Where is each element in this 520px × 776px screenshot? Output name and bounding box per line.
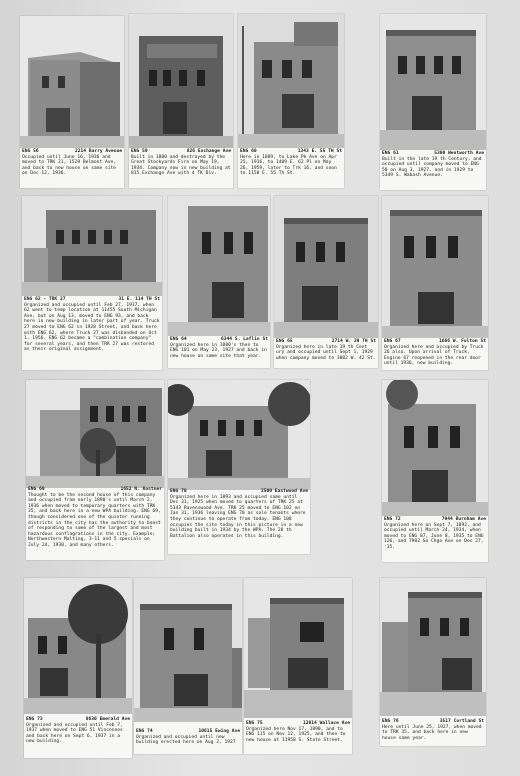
history-text: Here in 1889, to Lake Pk Ave on Apr 25, 1916, to 1409 E. 62 Pl on May 26, 1959, later to Trk 16, and soon to 1150 E. 55 Th St. <box>240 154 337 177</box>
caption <box>129 148 233 188</box>
caption <box>382 338 488 370</box>
card-eng-64 <box>168 196 270 368</box>
firehouse-photo <box>129 14 233 148</box>
address: 1343 E. 55 TH St <box>297 149 342 154</box>
caption <box>168 488 310 554</box>
caption <box>380 150 486 190</box>
firehouse-photo <box>134 578 242 722</box>
history-text: Organized here in 1880's then to ENG 101 on May 23, 1927 and back in new house on same site that year. <box>170 342 267 359</box>
address: 2714 W. 39 TH St <box>331 339 376 344</box>
firehouse-photo <box>168 380 310 490</box>
caption <box>22 296 162 370</box>
card-eng-67 <box>382 196 488 370</box>
history-text: Organized here in 1893 and occupied same until Dec 31, 1925 when moved to quarters of TRK 25 at 5343 Ravenswood Ave. TRK 25 moved to ENG 102 on Jan 31, 1936 leaving ENG 70 as sole tenants where they continue to operate from today. ENG 108 occupies the site today in this picture in a new building built in 1934 by the WPA. The 20 th Battalion also operates in this building. <box>170 494 306 539</box>
history-text: Thought to be the second house of this company and occupied from early 1890's until March 2, 1936 when moved to temporary quarters with TRK 35, and back here in a new WPA building. ENG 69, though considered one of the quieter running districts in the city has the authority to boast of responding to some of the largest and most hazardous conflagrations in the city. Example; Northwestern Malting, 3-11 and 5 specials on July 24, 1930, and many others. <box>28 492 161 548</box>
address: 5300 Wentworth Ave <box>434 151 484 156</box>
address: 31 E. 114 TH St <box>118 297 160 302</box>
history-text: Organized here on Sept 7, 1892, and occupied until March 24, 1934, when moved to ENG 87, June 8, 1935 to ENG 126, and 7982 So Chgo Ave on Dec 27, '35. <box>384 522 484 550</box>
address: 2214 Barry Avenue <box>74 149 122 154</box>
engine-label: ENG 70 <box>170 489 187 494</box>
engine-label: ENG 73 <box>26 717 43 722</box>
firehouse-photo <box>382 380 488 516</box>
firehouse-photo <box>382 196 488 338</box>
engine-label: ENG 60 <box>240 149 257 154</box>
engine-label: ENG 76 <box>382 719 399 724</box>
engine-label: ENG 72 <box>384 517 401 522</box>
card-eng-72 <box>382 380 488 562</box>
caption <box>274 338 378 368</box>
caption <box>244 720 352 754</box>
history-text: Organized here in late 19 th Cent ury and occupied until Sept 1, 1929 when company moved to 3002 W. 42 St. <box>276 344 376 361</box>
engine-label: ENG 59 <box>131 149 148 154</box>
firehouse-photo <box>168 196 270 336</box>
history-text: Here until June 25, 1927, when moved to TRK 35, and back here in new house same year. <box>382 724 482 741</box>
firehouse-photo <box>22 196 162 296</box>
card-eng-75 <box>244 578 352 754</box>
address: 8630 Emerald Ave <box>85 717 130 722</box>
card-eng-65 <box>274 196 378 368</box>
firehouse-photo <box>26 380 164 488</box>
card-eng-59 <box>129 14 233 188</box>
history-text: Organized and occupied until Feb 7, 1937 when moved to ENG 51 Vincennes and back here on Sept 6, 1937 in a new building. <box>26 722 123 745</box>
history-text: Built in the late 19 th Century, and occupied until company moved to ENG 50 on Aug 3, 1927, and in 1929 to 5349 S. Wabash Avenue. <box>382 156 482 179</box>
caption <box>168 336 270 368</box>
engine-label: ENG 75 <box>246 721 263 726</box>
history-text: Organized here Nov 17, 1890, and to ENG 115 on Nov 12, 1925, and then to new house at 11958 S. State Street. <box>246 726 346 743</box>
caption <box>382 516 488 562</box>
address: 12014 Wallace Ave <box>302 721 350 726</box>
card-eng-60 <box>238 14 344 188</box>
caption <box>20 148 124 188</box>
address: 3517 Cortland St <box>439 719 484 724</box>
history-text: Organized and occupied until new building erected here on Aug 2, 1927 <box>136 734 236 746</box>
history-text: Occupied until June 16, 1936 and moved to TRK 21, 1529 Belmont Ave, and back to new house on same site on Dec 12, 1936. <box>22 154 117 177</box>
card-eng-61 <box>380 14 486 190</box>
engine-label: ENG 74 <box>136 729 153 734</box>
firehouse-photo <box>380 14 486 150</box>
history-text: Organized and occupied until Feb 27, 1937, when 62 went to temp location at 11455 South Michigan Ave, but on Aug 13, moved to ENG 93, and back here in new building in later part of year. Truck 27 moved to ENG 62 in 1928 Street, and back here with ENG 62, where Truck 27 was disbanded on Oct 1, 1956. ENG 62 became a "combination company" for several years, and then TRK 27 was restored as their original assignment. <box>24 302 160 353</box>
address: 826 Exchange Ave <box>186 149 231 154</box>
address: 2500 Eastwood Ave <box>260 489 308 494</box>
firehouse-photo <box>20 16 124 148</box>
address: 1652 N. Kostner <box>120 487 162 492</box>
card-eng-56 <box>20 16 124 188</box>
address: 6344 S. Laflin St <box>220 337 268 342</box>
engine-label: ENG 62 - TRK 27 <box>24 297 66 302</box>
engine-label: ENG 64 <box>170 337 187 342</box>
firehouse-photo <box>244 578 352 718</box>
firehouse-photo <box>274 196 378 338</box>
card-eng-62-trk-27 <box>22 196 162 370</box>
caption <box>380 718 486 746</box>
history-text: Built in 1880 and destroyed by the Great Stockyards Fire on May 19, 1934. Company now in new building at 815 Exchange Ave with 4 TK Div. <box>131 154 231 177</box>
history-text: Organized here and occupied by Truck 26 also. Upon arrival of Truck, Engine 67 reopened in the rear door until 1936, new building. <box>384 344 484 367</box>
caption <box>238 148 344 188</box>
address: 1666 W. Fulton St <box>438 339 486 344</box>
engine-label: ENG 56 <box>22 149 39 154</box>
engine-label: ENG 65 <box>276 339 293 344</box>
card-eng-74 <box>134 578 242 754</box>
card-eng-76 <box>380 578 486 746</box>
caption <box>24 716 132 758</box>
caption <box>134 728 242 754</box>
card-eng-69 <box>26 380 164 560</box>
engine-label: ENG 61 <box>382 151 399 156</box>
firehouse-photo <box>380 578 486 716</box>
address: 10615 Ewing Ave <box>198 729 240 734</box>
card-eng-73 <box>24 578 132 758</box>
engine-label: ENG 67 <box>384 339 401 344</box>
address: 7944 Burnham Ave <box>441 517 486 522</box>
engine-label: ENG 69 <box>28 487 45 492</box>
firehouse-photo <box>24 578 132 714</box>
caption <box>26 486 164 560</box>
card-eng-70 <box>168 380 310 554</box>
firehouse-photo <box>238 14 344 148</box>
